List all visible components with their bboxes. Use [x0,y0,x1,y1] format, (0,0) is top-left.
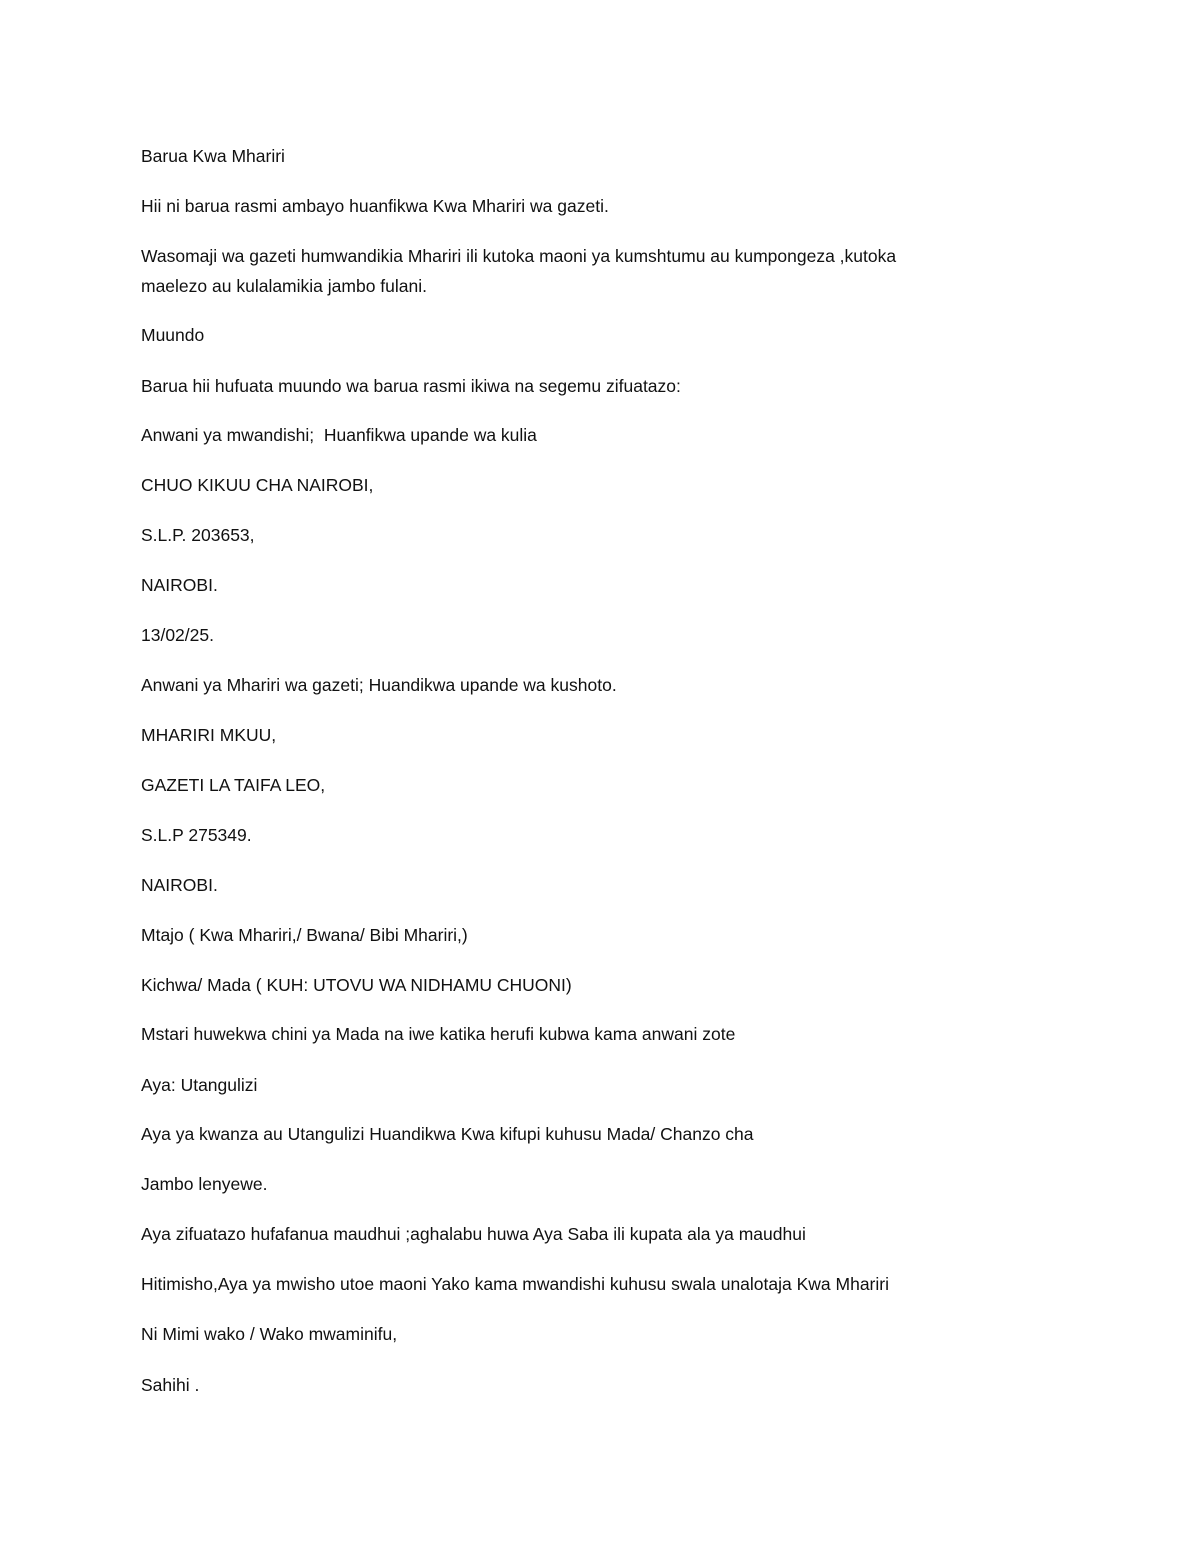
paragraph-jambo-lenyewe: Jambo lenyewe. [141,1174,268,1194]
paragraph-intro-description: Aya ya kwanza au Utangulizi Huandikwa Kwa kifupi kuhusu Mada/ Chanzo cha [141,1124,754,1144]
paragraph-intro: Hii ni barua rasmi ambayo huanfikwa Kwa Mhariri wa gazeti. [141,196,609,216]
paragraph-underline-note: Mstari huwekwa chini ya Mada na iwe katika herufi kubwa kama anwani zote [141,1024,736,1044]
editor-address-line-title: MHARIRI MKUU, [141,725,277,745]
address-line-institution: CHUO KIKUU CHA NAIROBI, [141,475,374,495]
editor-address-line-newspaper: GAZETI LA TAIFA LEO, [141,775,326,795]
paragraph-purpose-line-1: Wasomaji wa gazeti humwandikia Mhariri ili kutoka maoni ya kumshtumu au kumpongeza ,kutoka [141,246,897,266]
paragraph-conclusion: Hitimisho,Aya ya mwisho utoe maoni Yako kama mwandishi kuhusu swala unalotaja Kwa Mhariri [141,1274,889,1294]
paragraph-aya-utangulizi: Aya: Utangulizi [141,1075,258,1095]
paragraph-heading-subject: Kichwa/ Mada ( KUH: UTOVU WA NIDHAMU CHUONI) [141,975,572,995]
paragraph-editor-address-label: Anwani ya Mhariri wa gazeti; Huandikwa upande wa kushoto. [141,675,617,695]
heading-muundo: Muundo [141,325,205,345]
address-line-po-box: S.L.P. 203653, [141,525,255,545]
address-line-city: NAIROBI. [141,575,218,595]
editor-address-line-po-box: S.L.P 275349. [141,825,252,845]
paragraph-salutation: Mtajo ( Kwa Mhariri,/ Bwana/ Bibi Mhariri,) [141,925,468,945]
editor-address-line-city: NAIROBI. [141,875,218,895]
paragraph-writer-address-label: Anwani ya mwandishi; Huanfikwa upande wa kulia [141,425,537,445]
address-date: 13/02/25. [141,625,214,645]
paragraph-closing: Ni Mimi wako / Wako mwaminifu, [141,1324,398,1344]
paragraph-signature: Sahihi . [141,1375,200,1395]
paragraph-purpose-line-2: maelezo au kulalamikia jambo fulani. [141,276,427,296]
paragraph-structure: Barua hii hufuata muundo wa barua rasmi ikiwa na segemu zifuatazo: [141,376,681,396]
document-title: Barua Kwa Mhariri [141,146,285,166]
paragraph-body-description: Aya zifuatazo hufafanua maudhui ;aghalabu huwa Aya Saba ili kupata ala ya maudhui [141,1224,806,1244]
